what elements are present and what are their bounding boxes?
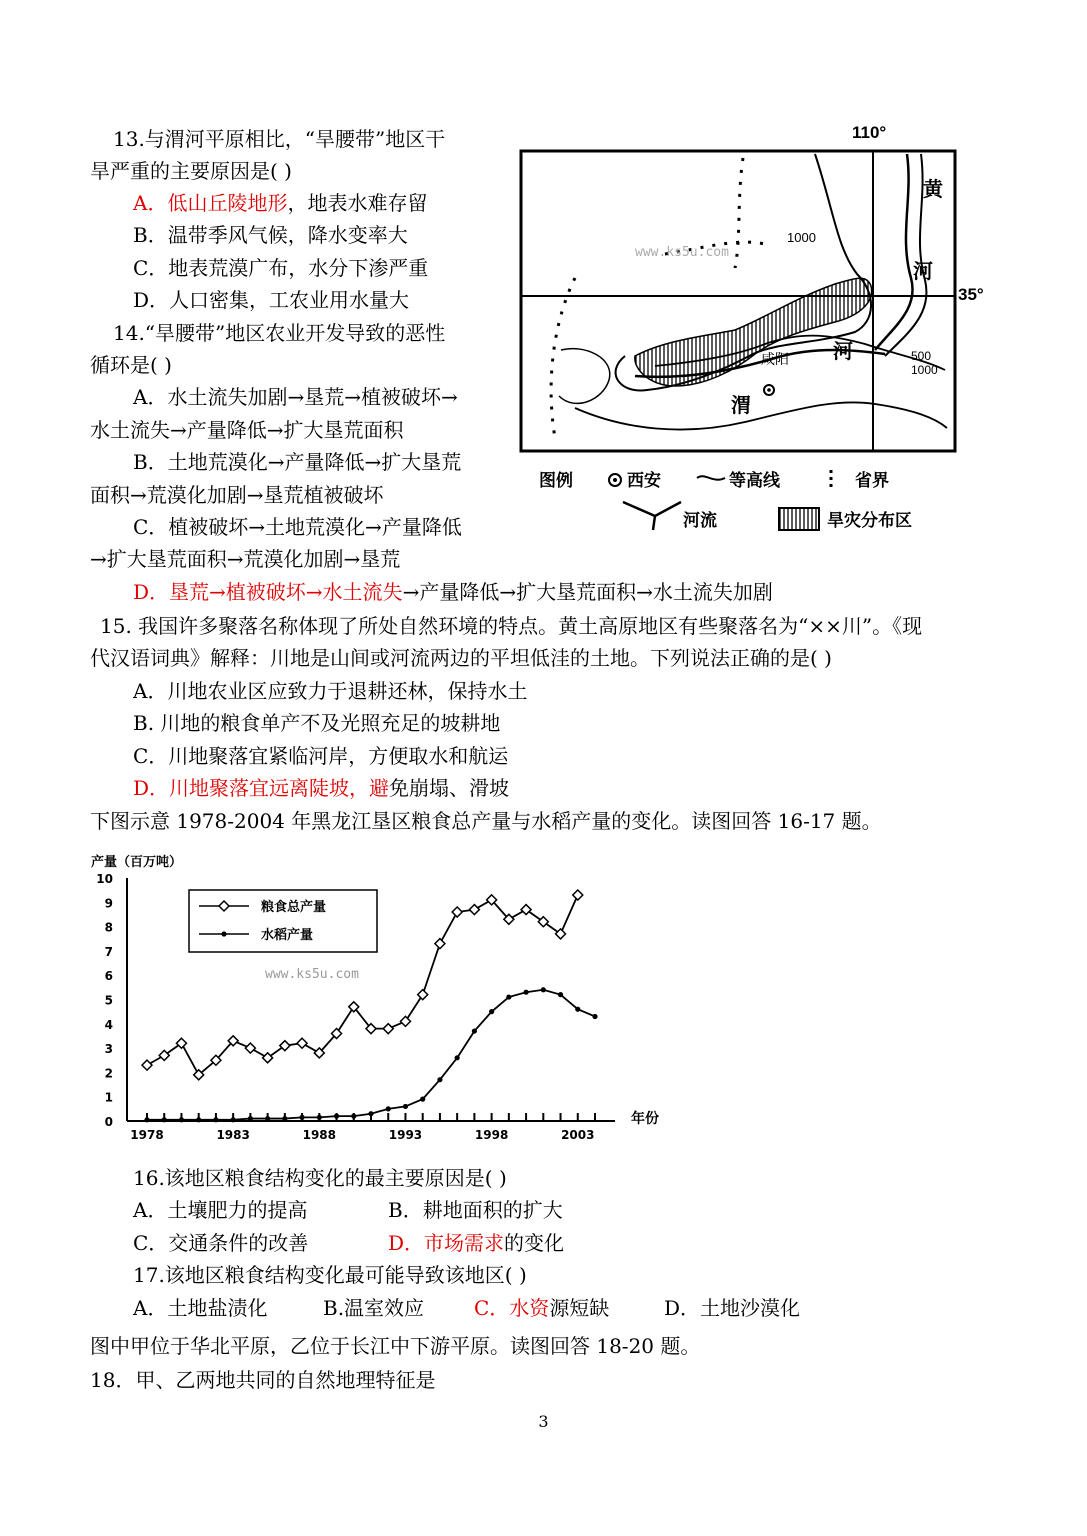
option-text: →产量降低→扩大垦荒面积→水土流失加剧 xyxy=(402,580,773,604)
grain-point xyxy=(573,890,583,900)
rice-point xyxy=(231,1117,236,1122)
q15-stem-line1: 15. 我国许多聚落名称体现了所处自然环境的特点。黄土高原地区有些聚落名为“××川”。《现 xyxy=(100,614,923,638)
x-tick-label: 2003 xyxy=(561,1128,595,1142)
x-tick-label: 1983 xyxy=(216,1128,250,1142)
rice-point xyxy=(523,990,528,995)
q14-option-d xyxy=(133,580,773,604)
y-tick-label: 4 xyxy=(104,1017,113,1032)
rice-point xyxy=(592,1014,597,1019)
x-axis-title: 年份 xyxy=(631,1111,659,1127)
q17-stem: 17.该地区粮食结构变化最可能导致该地区( ) xyxy=(133,1263,527,1287)
series-line-0 xyxy=(147,895,578,1075)
y-tick-label: 3 xyxy=(104,1042,113,1057)
rice-point xyxy=(403,1104,408,1109)
q17-option-a: A．土地盐渍化 xyxy=(133,1296,268,1320)
legend-contour-icon xyxy=(697,476,725,479)
label-xianyang: 咸阳 xyxy=(761,352,789,368)
rice-point xyxy=(196,1117,201,1122)
rice-point xyxy=(541,987,546,992)
q16-option-a: A．土壤肥力的提高 xyxy=(133,1198,308,1222)
rice-point xyxy=(575,1007,580,1012)
y-tick-label: 7 xyxy=(104,944,113,959)
legend-river-icon xyxy=(623,502,681,530)
rice-point xyxy=(179,1117,184,1122)
y-tick-label: 8 xyxy=(104,920,113,935)
q17-option-d: D．土地沙漠化 xyxy=(664,1296,801,1320)
grain-point xyxy=(142,1060,152,1070)
grain-point xyxy=(383,1024,393,1034)
rice-point xyxy=(506,994,511,999)
contour-west xyxy=(559,349,610,404)
legend-label-0: 粮食总产量 xyxy=(261,900,327,915)
province-border-1 xyxy=(735,158,743,268)
series-line-1 xyxy=(147,990,595,1120)
legend-drought-icon xyxy=(779,508,819,530)
answer-highlight: D．垦荒→植被破坏→水土流失 xyxy=(133,580,403,604)
q14-option-b-line1: B．土地荒漠化→产量降低→扩大垦荒 xyxy=(133,450,462,474)
rice-point xyxy=(351,1114,356,1119)
rice-point xyxy=(420,1097,425,1102)
rice-point xyxy=(248,1116,253,1121)
chart-intro: 下图示意 1978-2004 年黑龙江垦区粮食总产量与水稻产量的变化。读图回答 16-17 题。 xyxy=(90,809,882,833)
legend-title: 图例 xyxy=(539,471,573,491)
yellow-river xyxy=(875,154,913,350)
q17-option-b: B.温室效应 xyxy=(323,1296,425,1320)
label-contour-1000-right: 1000 xyxy=(911,363,938,377)
contour-1000-south xyxy=(575,402,947,429)
label-he: 河 xyxy=(913,259,933,283)
q14-option-c-line2: →扩大垦荒面积→荒漠化加剧→垦荒 xyxy=(90,547,401,571)
page-number: 3 xyxy=(538,1412,549,1431)
q15-option-b: B. 川地的粮食单产不及光照充足的坡耕地 xyxy=(133,711,501,735)
y-tick-label: 6 xyxy=(104,969,113,984)
q15-option-d xyxy=(133,776,509,800)
option-text: 源短缺 xyxy=(549,1296,610,1320)
rice-point xyxy=(213,1117,218,1122)
label-wei-he: 河 xyxy=(833,339,853,363)
answer-highlight: D．市场需求 xyxy=(388,1231,505,1255)
q13-stem-line2: 旱严重的主要原因是( ) xyxy=(90,159,292,183)
y-tick-label: 5 xyxy=(104,993,113,1008)
drought-area xyxy=(635,278,872,386)
q14-stem-line2: 循环是( ) xyxy=(90,353,172,377)
longitude-label: 110° xyxy=(852,123,887,142)
y-tick-label: 10 xyxy=(96,872,113,886)
rice-point xyxy=(265,1116,270,1121)
x-tick-label: 1993 xyxy=(388,1128,423,1142)
label-contour-500: 500 xyxy=(911,349,932,363)
loess-drought-map xyxy=(515,118,993,538)
rice-point xyxy=(558,992,563,997)
q16-option-d xyxy=(388,1231,564,1255)
y-tick-label: 2 xyxy=(104,1066,113,1081)
chart-watermark: www.ks5u.com xyxy=(265,967,359,982)
legend-border: 省界 xyxy=(855,471,889,491)
option-text: 免崩塌、滑坡 xyxy=(389,776,510,800)
grain-point xyxy=(452,907,462,917)
grain-output-chart xyxy=(85,846,665,1146)
q18-stem: 18．甲、乙两地共同的自然地理特征是 xyxy=(90,1368,436,1392)
q14-option-b-line2: 面积→荒漠化加剧→垦荒植被破坏 xyxy=(90,483,384,507)
map-watermark: www.ks5u.com xyxy=(635,245,729,260)
y-tick-label: 1 xyxy=(104,1090,113,1105)
rice-point xyxy=(472,1028,477,1033)
y-tick-label: 9 xyxy=(104,896,113,911)
q14-option-a-line2: 水土流失→产量降低→扩大垦荒面积 xyxy=(90,418,404,442)
legend-contour: 等高线 xyxy=(729,471,780,491)
q13-stem-line1: 13.与渭河平原相比，“旱腰带”地区干 xyxy=(113,127,446,151)
rice-point xyxy=(317,1115,322,1120)
rice-point xyxy=(334,1114,339,1119)
y-axis-title: 产量（百万吨） xyxy=(91,855,183,870)
answer-highlight: D．川地聚落宜远离陡坡，避 xyxy=(133,776,390,800)
x-tick-label: 1978 xyxy=(130,1128,164,1142)
legend-label-1: 水稻产量 xyxy=(261,928,314,943)
q14-stem-line1: 14.“旱腰带”地区农业开发导致的恶性 xyxy=(113,321,446,345)
grain-point xyxy=(418,990,428,1000)
rice-point xyxy=(437,1077,442,1082)
rice-point xyxy=(489,1009,494,1014)
grain-point xyxy=(469,905,479,915)
latitude-label: 35° xyxy=(958,285,984,304)
legend-marker-0 xyxy=(219,901,229,911)
label-wei: 渭 xyxy=(731,393,751,417)
q17-option-c xyxy=(474,1296,609,1320)
rice-point xyxy=(282,1116,287,1121)
q14-option-c-line1: C．植被破坏→土地荒漠化→产量降低 xyxy=(133,515,462,539)
province-border-2 xyxy=(551,278,575,438)
q13-option-d: D．人口密集，工农业用水量大 xyxy=(133,288,410,312)
q15-stem-line2: 代汉语词典》解释：川地是山间或河流两边的平坦低洼的土地。下列说法正确的是( ) xyxy=(90,646,832,670)
q14-option-a-line1: A．水土流失加剧→垦荒→植被破坏→ xyxy=(133,385,458,409)
rice-point xyxy=(299,1115,304,1120)
grain-point xyxy=(400,1016,410,1026)
label-huang: 黄 xyxy=(923,177,943,201)
y-tick-label: 0 xyxy=(104,1115,113,1129)
q18-intro: 图中甲位于华北平原，乙位于长江中下游平原。读图回答 18-20 题。 xyxy=(90,1334,701,1358)
q13-option-a xyxy=(133,191,427,215)
legend-marker-1 xyxy=(221,931,226,936)
rice-point xyxy=(162,1117,167,1122)
x-tick-label: 1988 xyxy=(302,1128,337,1142)
option-text: 的变化 xyxy=(504,1231,565,1255)
q15-option-a: A．川地农业区应致力于退耕还林，保持水土 xyxy=(133,679,528,703)
x-tick-label: 1998 xyxy=(474,1128,509,1142)
q13-option-b: B．温带季风气候，降水变率大 xyxy=(133,223,408,247)
option-text: ，地表水难存留 xyxy=(287,191,428,215)
legend-river: 河流 xyxy=(683,511,717,531)
q16-option-b: B．耕地面积的扩大 xyxy=(388,1198,563,1222)
legend-xian: 西安 xyxy=(627,471,661,491)
q16-stem: 16.该地区粮食结构变化的最主要原因是( ) xyxy=(133,1166,507,1190)
q16-option-c: C．交通条件的改善 xyxy=(133,1231,309,1255)
label-contour-1000: 1000 xyxy=(787,230,816,245)
answer-highlight: A．低山丘陵地形 xyxy=(133,191,288,215)
grain-point xyxy=(297,1038,307,1048)
rice-point xyxy=(144,1117,149,1122)
q15-option-c: C．川地聚落宜紧临河岸，方便取水和航运 xyxy=(133,744,509,768)
answer-highlight: C．水资 xyxy=(474,1296,550,1320)
grain-point xyxy=(435,939,445,949)
q13-option-c: C．地表荒漠广布，水分下渗严重 xyxy=(133,256,429,280)
grain-point xyxy=(245,1043,255,1053)
rice-point xyxy=(368,1111,373,1116)
legend-drought: 旱灾分布区 xyxy=(827,511,912,531)
rice-point xyxy=(455,1055,460,1060)
rice-point xyxy=(386,1106,391,1111)
